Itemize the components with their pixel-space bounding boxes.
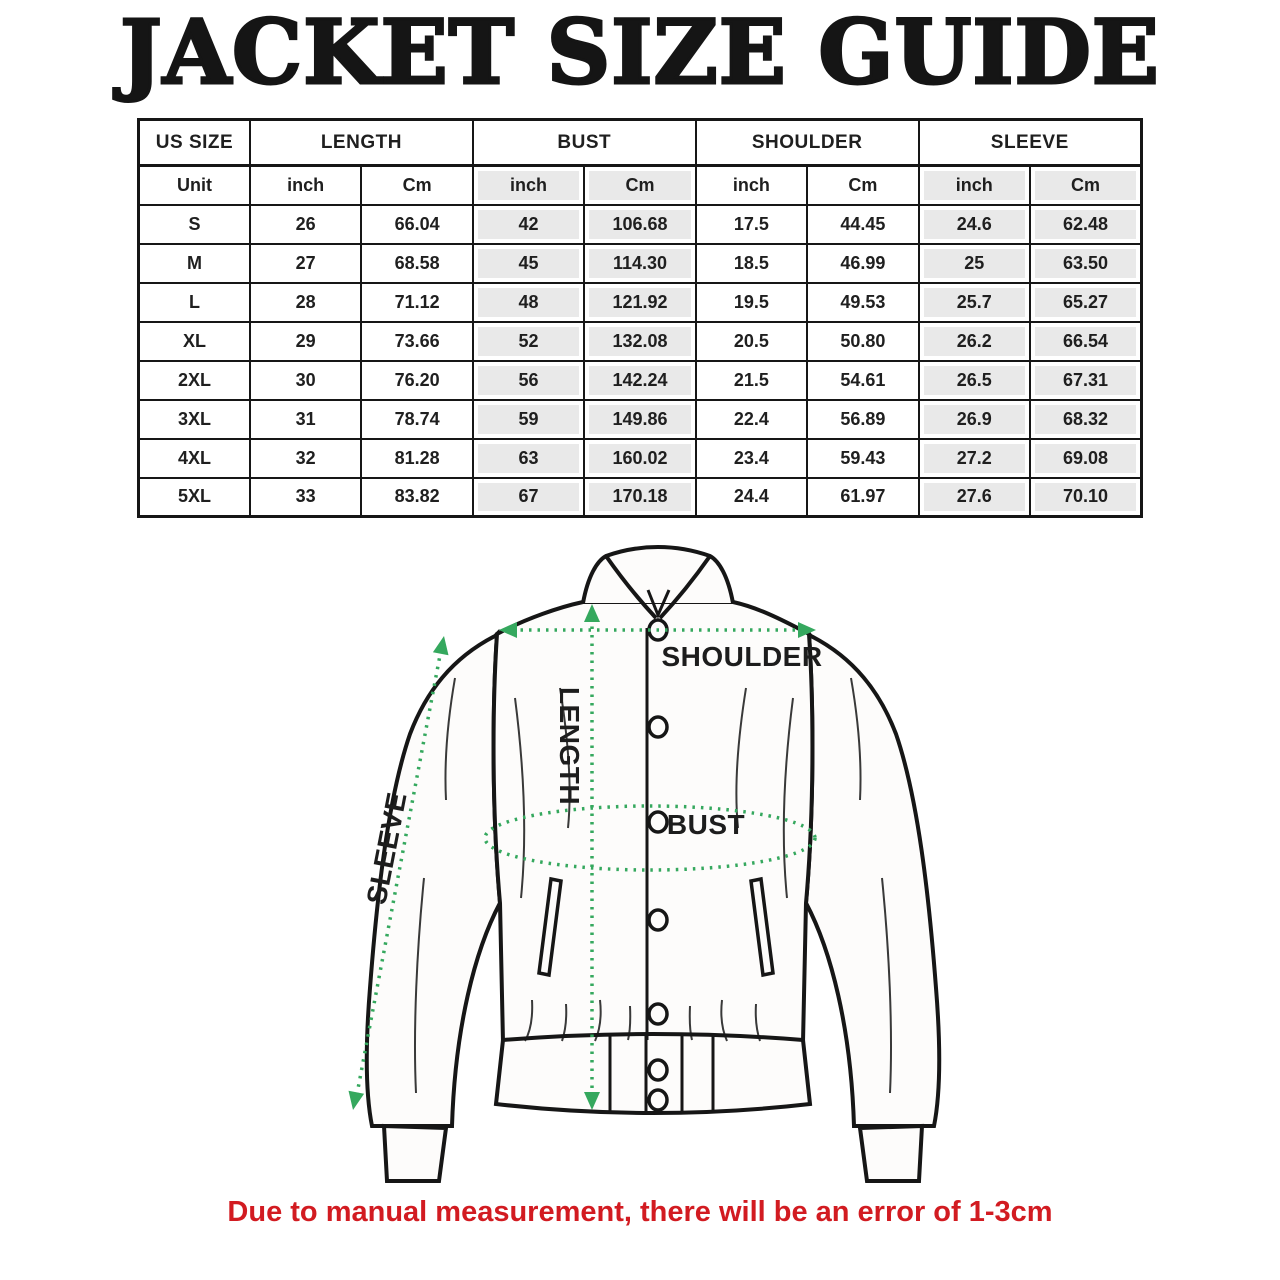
table-cell: 66.54: [1030, 322, 1142, 361]
col-group-us-size: US SIZE: [139, 120, 250, 166]
table-cell: 65.27: [1030, 283, 1142, 322]
table-cell: 70.10: [1030, 478, 1142, 517]
table-cell: 63.50: [1030, 244, 1142, 283]
table-cell: 26.2: [919, 322, 1030, 361]
table-cell: 22.4: [696, 400, 807, 439]
table-cell: 83.82: [361, 478, 472, 517]
table-cell: XL: [139, 322, 250, 361]
collar: [583, 547, 733, 603]
left-cuff: [384, 1126, 446, 1181]
table-cell: 48: [473, 283, 584, 322]
table-cell: 19.5: [696, 283, 807, 322]
size-table: [137, 118, 1143, 518]
table-cell: L: [139, 283, 250, 322]
right-cuff: [860, 1126, 922, 1181]
table-row: [139, 283, 1142, 322]
table-cell: 29: [250, 322, 361, 361]
table-row: [139, 478, 1142, 517]
table-cell: 66.04: [361, 205, 472, 244]
table-cell: 28: [250, 283, 361, 322]
table-cell: 30: [250, 361, 361, 400]
table-cell: 61.97: [807, 478, 918, 517]
unit-cell: Cm: [584, 166, 695, 205]
footnote: Due to manual measurement, there will be an error of 1-3cm: [227, 1196, 1053, 1228]
table-cell: 3XL: [139, 400, 250, 439]
unit-cell: inch: [250, 166, 361, 205]
table-cell: 17.5: [696, 205, 807, 244]
table-cell: 23.4: [696, 439, 807, 478]
table-cell: 71.12: [361, 283, 472, 322]
table-row: [139, 361, 1142, 400]
table-row: [139, 322, 1142, 361]
table-cell: 68.32: [1030, 400, 1142, 439]
table-cell: 2XL: [139, 361, 250, 400]
table-cell: 49.53: [807, 283, 918, 322]
table-cell: S: [139, 205, 250, 244]
table-cell: 24.6: [919, 205, 1030, 244]
unit-cell: inch: [919, 166, 1030, 205]
table-cell: 78.74: [361, 400, 472, 439]
table-cell: 4XL: [139, 439, 250, 478]
table-cell: 26.5: [919, 361, 1030, 400]
table-cell: 26.9: [919, 400, 1030, 439]
table-cell: 33: [250, 478, 361, 517]
table-cell: 81.28: [361, 439, 472, 478]
bust-label: BUST: [666, 809, 746, 840]
length-label: LENGTH: [554, 686, 585, 806]
table-cell: 76.20: [361, 361, 472, 400]
unit-cell: Cm: [807, 166, 918, 205]
table-cell: 67.31: [1030, 361, 1142, 400]
table-cell: 21.5: [696, 361, 807, 400]
table-cell: 31: [250, 400, 361, 439]
table-cell: 69.08: [1030, 439, 1142, 478]
jacket-diagram: [300, 523, 980, 1203]
table-cell: 73.66: [361, 322, 472, 361]
table-cell: 45: [473, 244, 584, 283]
table-row: [139, 400, 1142, 439]
shoulder-label: SHOULDER: [661, 641, 823, 672]
table-group-header-row: [139, 120, 1142, 166]
table-cell: M: [139, 244, 250, 283]
table-cell: 18.5: [696, 244, 807, 283]
table-cell: 25: [919, 244, 1030, 283]
size-table-body: [139, 205, 1142, 517]
table-cell: 121.92: [584, 283, 695, 322]
unit-cell: inch: [696, 166, 807, 205]
table-cell: 114.30: [584, 244, 695, 283]
table-cell: 56: [473, 361, 584, 400]
col-group-bust: BUST: [473, 120, 696, 166]
sleeve-label: SLEEVE: [360, 789, 413, 907]
table-cell: 32: [250, 439, 361, 478]
table-cell: 132.08: [584, 322, 695, 361]
table-cell: 50.80: [807, 322, 918, 361]
table-row: [139, 205, 1142, 244]
table-row: [139, 244, 1142, 283]
table-row: [139, 439, 1142, 478]
table-cell: 42: [473, 205, 584, 244]
col-group-shoulder: SHOULDER: [696, 120, 919, 166]
table-cell: 59: [473, 400, 584, 439]
table-cell: 27.6: [919, 478, 1030, 517]
table-cell: 68.58: [361, 244, 472, 283]
unit-cell: Cm: [1030, 166, 1142, 205]
table-cell: 67: [473, 478, 584, 517]
table-cell: 106.68: [584, 205, 695, 244]
table-cell: 149.86: [584, 400, 695, 439]
table-cell: 54.61: [807, 361, 918, 400]
page-title: JACKET SIZE GUIDE: [120, 0, 1160, 104]
unit-cell: Unit: [139, 166, 250, 205]
table-cell: 170.18: [584, 478, 695, 517]
table-cell: 24.4: [696, 478, 807, 517]
col-group-length: LENGTH: [250, 120, 473, 166]
table-cell: 56.89: [807, 400, 918, 439]
unit-cell: Cm: [361, 166, 472, 205]
table-cell: 160.02: [584, 439, 695, 478]
table-cell: 46.99: [807, 244, 918, 283]
table-cell: 142.24: [584, 361, 695, 400]
unit-cell: inch: [473, 166, 584, 205]
table-cell: 20.5: [696, 322, 807, 361]
jacket-right-sleeve: [806, 634, 939, 1126]
table-cell: 63: [473, 439, 584, 478]
table-unit-row: [139, 166, 1142, 205]
table-cell: 44.45: [807, 205, 918, 244]
table-cell: 27.2: [919, 439, 1030, 478]
table-cell: 5XL: [139, 478, 250, 517]
table-cell: 27: [250, 244, 361, 283]
table-cell: 26: [250, 205, 361, 244]
table-cell: 25.7: [919, 283, 1030, 322]
table-cell: 59.43: [807, 439, 918, 478]
table-cell: 62.48: [1030, 205, 1142, 244]
table-cell: 52: [473, 322, 584, 361]
col-group-sleeve: SLEEVE: [919, 120, 1142, 166]
